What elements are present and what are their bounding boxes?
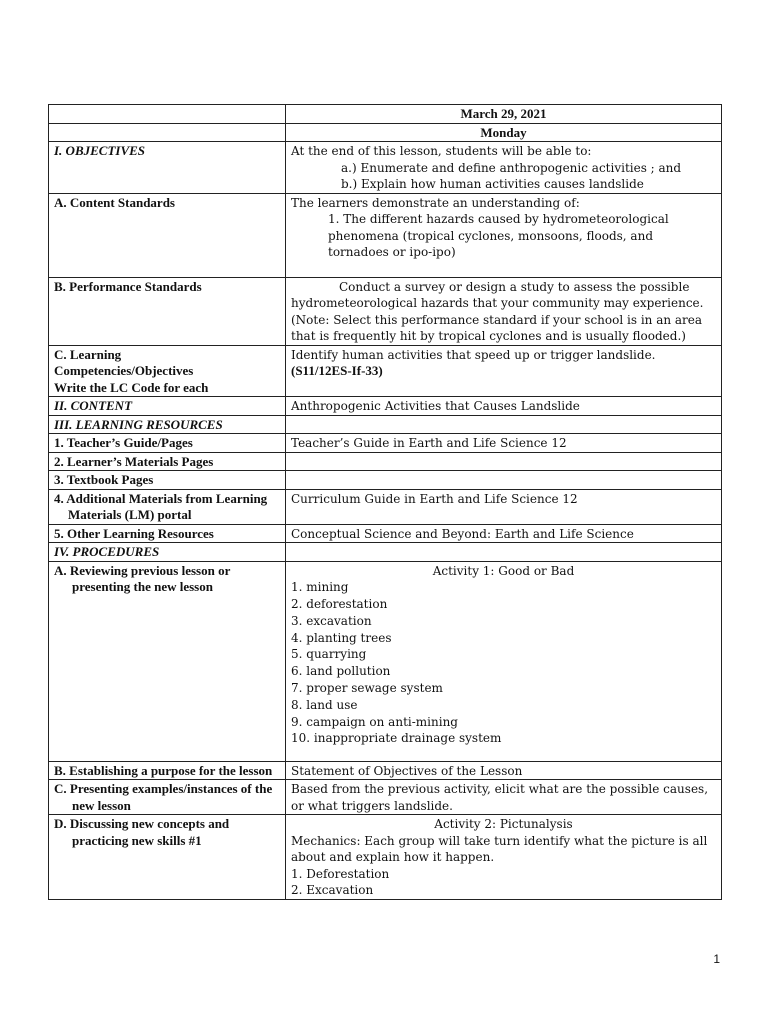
content-row [49, 397, 722, 416]
procedure-c-row [49, 780, 722, 815]
procedure-c-label: C. Presenting examples/instances of the new lesson [54, 781, 273, 813]
objectives-intro: At the end of this lesson, students will be able to: [291, 144, 592, 158]
activity-1-item: 1. mining [291, 580, 349, 595]
performance-standards-row [49, 277, 722, 345]
content-label: II. CONTENT [49, 397, 286, 416]
activity-1-item: 10. inappropriate drainage system [291, 731, 502, 746]
procedure-b-label: B. Establishing a purpose for the lesson [54, 762, 273, 778]
resources-label: III. LEARNING RESOURCES [49, 415, 286, 434]
procedures-label: IV. PROCEDURES [49, 543, 286, 562]
activity-2-title: Activity 2: Pictunalysis [434, 817, 573, 831]
procedure-a-row [49, 561, 722, 761]
additional-materials-value: Curriculum Guide in Earth and Life Science 12 [286, 489, 722, 524]
competencies-label: Write the LC Code for each [54, 379, 209, 395]
performance-standards-text: Conduct a survey or design a study to assess the possible hydrometeorological hazards that your community may experience. (Note: Select this performance standard if your school is in an area that is frequently hit by tropical cyclones and is usually flooded.) [286, 277, 722, 345]
other-resources-value: Conceptual Science and Beyond: Earth and Life Science [286, 524, 722, 543]
learners-materials-label: 2. Learner’s Materials Pages [49, 452, 286, 471]
textbook-label: 3. Textbook Pages [49, 471, 286, 490]
competencies-text: Identify human activities that speed up or trigger landslide. [291, 347, 656, 362]
objectives-label: I. OBJECTIVES [49, 142, 286, 194]
activity-2-mechanics: Mechanics: Each group will take turn identify what the picture is all about and explain how it happen. [291, 833, 708, 864]
activity-1-item: 9. campaign on anti-mining [291, 714, 458, 729]
additional-materials-row [49, 489, 722, 524]
lesson-date: March 29, 2021 [286, 105, 722, 124]
date-row [49, 105, 722, 124]
activity-1-item: 3. excavation [291, 613, 372, 628]
procedure-d-label: D. Discussing new concepts and practicing new skills #1 [54, 816, 230, 848]
other-resources-label: 5. Other Learning Resources [49, 524, 286, 543]
activity-1-title: Activity 1: Good or Bad [432, 563, 575, 578]
competencies-label: Competencies/Objectives [54, 363, 194, 378]
learners-materials-value [286, 452, 722, 471]
content-text: Anthropogenic Activities that Causes Landslide [286, 397, 722, 416]
objective-item: a.) Enumerate and define anthropogenic activities ; and [341, 160, 682, 175]
activity-1-item: 7. proper sewage system [291, 681, 443, 696]
content-standards-row [49, 193, 722, 277]
competencies-label: C. Learning [54, 346, 122, 362]
textbook-row [49, 471, 722, 490]
teachers-guide-label: 1. Teacher’s Guide/Pages [49, 434, 286, 453]
activity-1-item: 8. land use [291, 697, 358, 712]
content-standards-label: A. Content Standards [49, 193, 286, 277]
textbook-value [286, 471, 722, 490]
activity-2-item: 1. Deforestation [291, 866, 390, 881]
resources-row [49, 415, 722, 434]
content-standard-item: 1. The different hazards caused by hydrometeorological [328, 212, 669, 226]
procedures-row [49, 543, 722, 562]
lc-code: (S11/12ES-If-33) [291, 363, 383, 378]
lesson-plan-table [48, 104, 722, 900]
procedure-c-text: Based from the previous activity, elicit what are the possible causes, or what triggers landslide. [286, 780, 722, 815]
learners-materials-row [49, 452, 722, 471]
page-number: 1 [713, 952, 720, 966]
activity-1-item: 6. land pollution [291, 664, 391, 679]
procedure-b-text: Statement of Objectives of the Lesson [286, 761, 722, 780]
day-row [49, 123, 722, 142]
other-resources-row [49, 524, 722, 543]
procedure-b-row [49, 761, 722, 780]
objectives-row [49, 142, 722, 194]
content-standard-item-rest: phenomena (tropical cyclones, monsoons, floods, and tornadoes or ipo-ipo) [328, 228, 653, 259]
activity-2-item: 2. Excavation [291, 883, 374, 897]
activity-1-item: 2. deforestation [291, 597, 388, 612]
objective-item: b.) Explain how human activities causes landslide [341, 177, 644, 191]
teachers-guide-value: Teacher’s Guide in Earth and Life Science 12 [286, 434, 722, 453]
performance-standards-label: B. Performance Standards [49, 277, 286, 345]
procedure-d-row [49, 815, 722, 900]
competencies-row [49, 345, 722, 397]
activity-1-item: 4. planting trees [291, 630, 392, 645]
procedure-a-label: A. Reviewing previous lesson or presenting the new lesson [54, 562, 231, 594]
lesson-day: Monday [286, 123, 722, 142]
content-standards-intro: The learners demonstrate an understanding of: [291, 195, 580, 210]
activity-1-item: 5. quarrying [291, 647, 367, 662]
teachers-guide-row [49, 434, 722, 453]
additional-materials-label: 4. Additional Materials from Learning Materials (LM) portal [54, 490, 268, 522]
